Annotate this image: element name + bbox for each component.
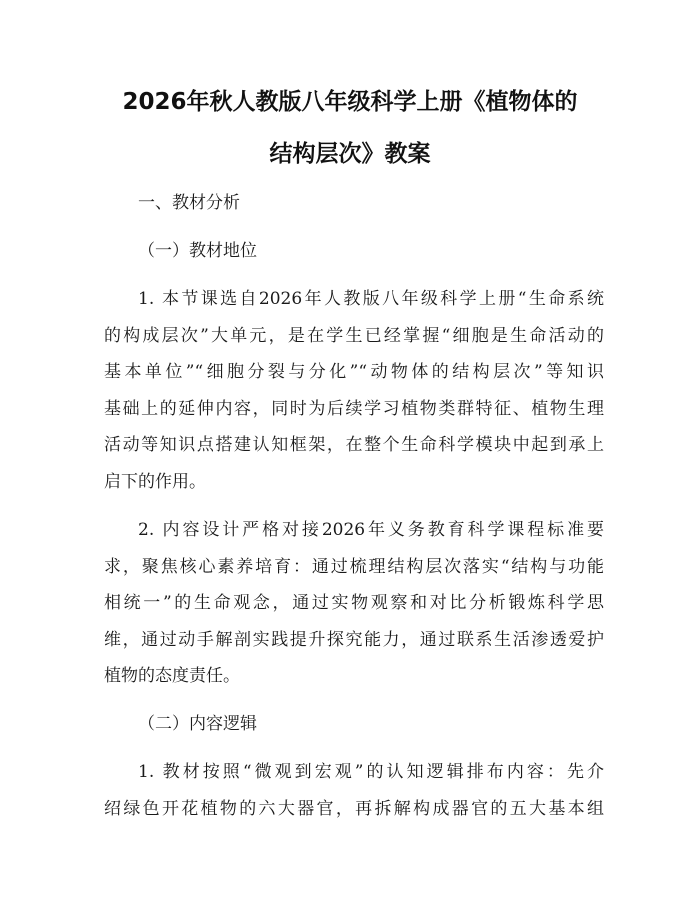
document-title-line-1: 2026年秋人教版八年级科学上册《植物体的 bbox=[122, 89, 578, 115]
document-title-line-2: 结构层次》教案 bbox=[269, 141, 431, 167]
paragraph-2-line-2: 求，聚焦核心素养培育：通过梳理结构层次落实“结构与功能 bbox=[104, 557, 604, 577]
paragraph-1-line-4: 基础上的延伸内容，同时为后续学习植物类群特征、植物生理 bbox=[104, 399, 604, 419]
paragraph-1-line-6: 启下的作用。 bbox=[104, 472, 206, 492]
paragraph-1-line-2: 的构成层次”大单元，是在学生已经掌握“细胞是生命活动的 bbox=[104, 326, 604, 346]
paragraph-2-line-5: 植物的态度责任。 bbox=[104, 666, 240, 686]
paragraph-1-line-3: 基本单位”“细胞分裂与分化”“动物体的结构层次”等知识 bbox=[104, 362, 604, 382]
subsection-heading-content-logic: （二）内容逻辑 bbox=[138, 714, 257, 734]
paragraph-2-line-1: 2. 内容设计严格对接2026年义务教育科学课程标准要 bbox=[138, 520, 604, 540]
subsection-heading-material-position: （一）教材地位 bbox=[138, 241, 257, 261]
paragraph-3-line-1: 1. 教材按照“微观到宏观”的认知逻辑排布内容：先介 bbox=[138, 762, 604, 782]
paragraph-2-line-4: 维，通过动手解剖实践提升探究能力，通过联系生活渗透爱护 bbox=[104, 630, 604, 650]
paragraph-3-line-2: 绍绿色开花植物的六大器官，再拆解构成器官的五大基本组 bbox=[104, 799, 604, 819]
paragraph-2-line-3: 相统一”的生命观念，通过实物观察和对比分析锻炼科学思 bbox=[104, 593, 604, 613]
paragraph-1-line-5: 活动等知识点搭建认知框架，在整个生命科学模块中起到承上 bbox=[104, 435, 604, 455]
paragraph-1-line-1: 1. 本节课选自2026年人教版八年级科学上册“生命系统 bbox=[138, 289, 604, 309]
section-heading-teaching-material-analysis: 一、教材分析 bbox=[138, 193, 240, 213]
